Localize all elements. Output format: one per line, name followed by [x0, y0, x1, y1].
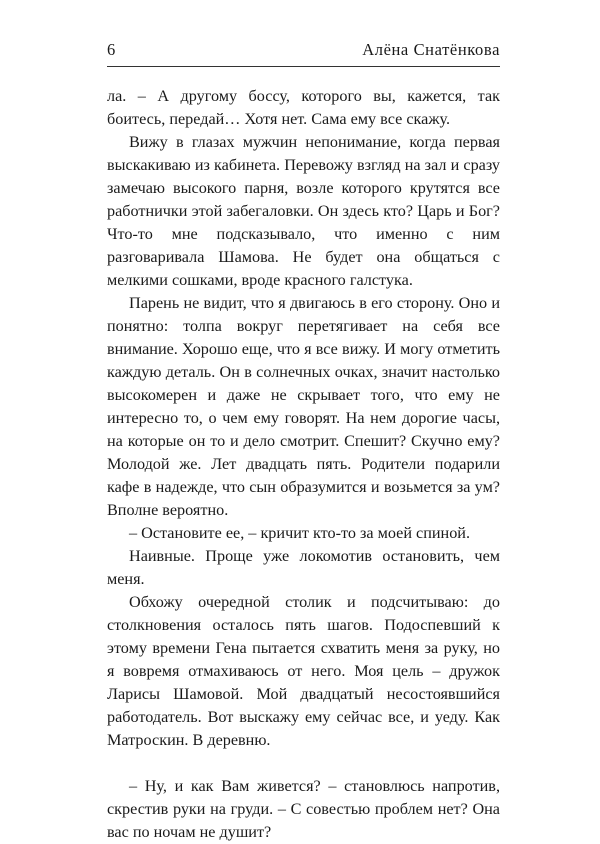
- body-text: [107, 85, 500, 844]
- paragraph: Наивные. Проще уже локомотив остановить, чем меня.: [107, 547, 500, 588]
- paragraph: Парень не видит, что я двигаюсь в его сторону. Оно и понятно: толпа вокруг перетягивает на себя все внимание. Хорошо еще, что я все вижу. И могу отметить каждую деталь. Он в солнечных очках, значит настолько высокомерен и даже не скрывает того, что ему не интересно то, о чем ему говорят. На нем дорогие часы, на которые он то и дело смотрит. Спешит? Скучно ему? Молодой же. Лет двадцать пять. Родители подарили кафе в надежде, что сын образумится и возьмется за ум? Вполне вероятно.: [107, 294, 500, 519]
- paragraph: – Остановите ее, – кричит кто-то за моей спиной.: [129, 524, 471, 542]
- paragraph: ла. – А другому боссу, которого вы, кажется, так боитесь, передай… Хотя нет. Сама ему все скажу.: [107, 87, 500, 128]
- paragraph: Вижу в глазах мужчин непонимание, когда первая выскакиваю из кабинета. Перевожу взгляд на зал и сразу замечаю высокого парня, возле которого крутятся все работнички этой забегаловки. Он здесь кто? Царь и Бог? Что-то мне подсказывало, что именно с ним разговаривала Шамова. Не будет она общаться с мелкими сошками, вроде красного галстука.: [107, 133, 500, 289]
- page-number: 6: [107, 40, 116, 59]
- author-name: Алёна Снатёнкова: [362, 40, 500, 59]
- paragraph: – Ну, и как Вам живется? – становлюсь напротив, скрестив руки на груди. – С совестью проблем нет? Она вас по ночам не душит?: [107, 777, 500, 841]
- running-head: [107, 40, 500, 66]
- book-page: [107, 40, 500, 844]
- scene-break: [107, 752, 500, 775]
- header-rule: [107, 66, 500, 67]
- paragraph: Обхожу очередной столик и подсчитываю: до столкновения осталось пять шагов. Подоспевший к этому времени Гена пытается схватить меня за руку, но я вовремя отмахиваюсь от него. Моя цель – дружок Ларисы Шамовой. Мой двадцатый несостоявшийся работодатель. Вот выскажу ему сейчас все, и уеду. Как Матроскин. В деревню.: [107, 593, 500, 749]
